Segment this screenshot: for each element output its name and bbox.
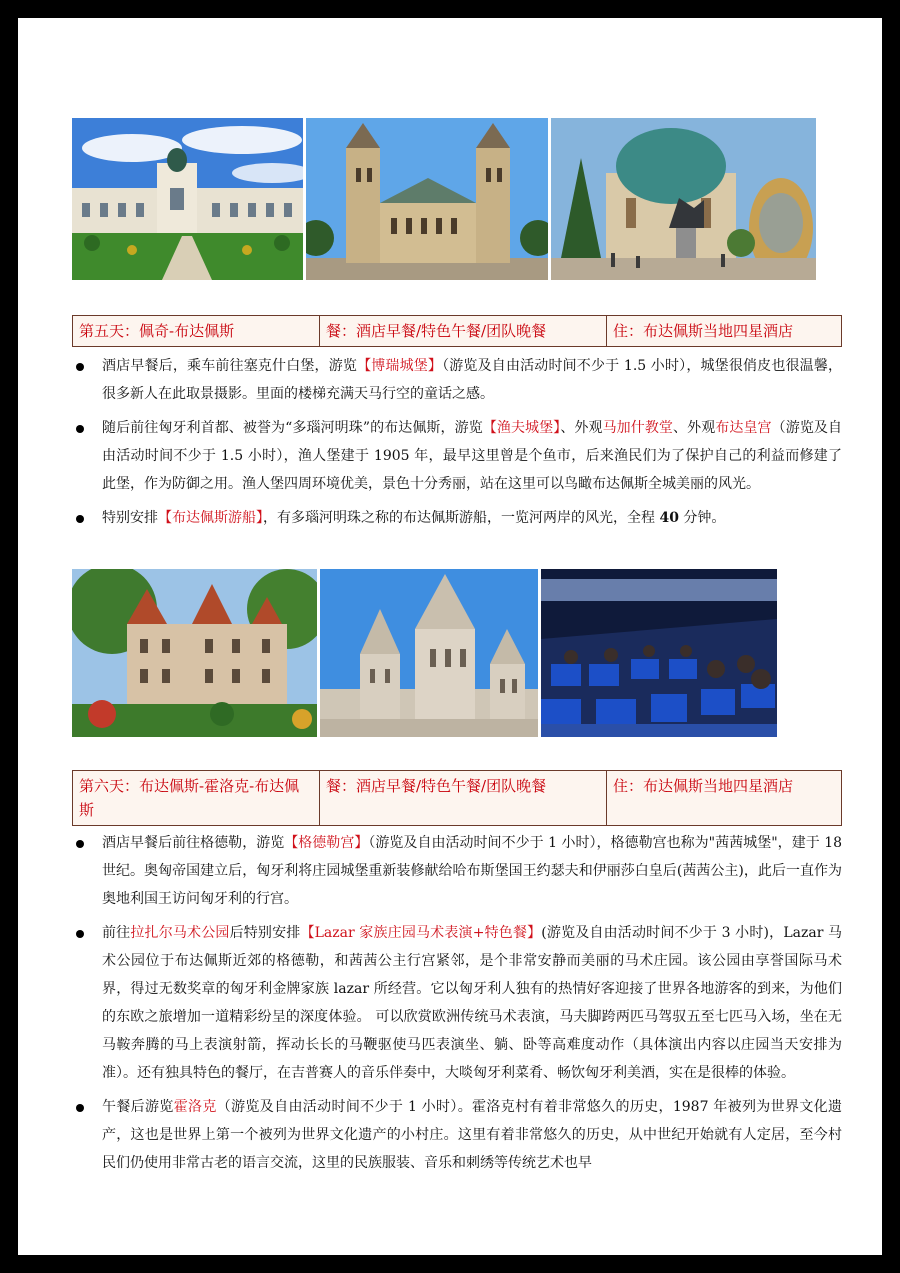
castle-photo bbox=[72, 569, 317, 737]
list-item: 特别安排【布达佩斯游船】，有多瑙河明珠之称的布达佩斯游船，一览河两岸的风光，全程 40 分钟。 bbox=[72, 504, 842, 532]
day5-hotel: 住：布达佩斯当地四星酒店 bbox=[613, 322, 794, 340]
day6-list bbox=[72, 829, 842, 1183]
day5-meals: 餐：酒店早餐/特色午餐/团队晚餐 bbox=[320, 316, 607, 346]
highlight-text: 【Lazar 家族庄园马术表演+特色餐】 bbox=[300, 925, 542, 941]
photo-row-top bbox=[72, 118, 816, 280]
day5-list bbox=[72, 352, 842, 538]
list-item: 随后前往匈牙利首都、被誉为“多瑙河明珠”的布达佩斯，游览【渔夫城堡】、外观马加什教堂、外观布达皇宫（游览及自由活动时间不少于 1.5 小时），渔人堡建于 1905 年，最早这里曾是个鱼市，后来渔民们为了保护自己的利益而修建了此堡，作为防御之用。渔人堡四周环境优美，景色十分秀丽，站在这里可以鸟瞰布达佩斯全城美丽的风光。 bbox=[72, 414, 842, 498]
highlight-text: 拉扎尔马术公园 bbox=[130, 925, 230, 941]
bullet-icon bbox=[76, 425, 84, 433]
highlight-text: 【格德勒宫】 bbox=[284, 835, 369, 851]
bullet-icon bbox=[76, 930, 84, 938]
day6-title: 第六天：布达佩斯-霍洛克-布达佩斯 bbox=[73, 771, 320, 825]
highlight-text: 马加什教堂 bbox=[602, 420, 674, 436]
highlight-text: 【渔夫城堡】 bbox=[482, 420, 561, 436]
bullet-icon bbox=[76, 363, 84, 371]
highlight-text: 【博瑞城堡】 bbox=[357, 358, 443, 374]
highlight-text: 【布达佩斯游船】 bbox=[158, 510, 263, 526]
fishermans-bastion-photo bbox=[320, 569, 538, 737]
day6-hotel: 住：布达佩斯当地四星酒店 bbox=[613, 777, 794, 795]
day5-header bbox=[72, 315, 842, 347]
bullet-icon bbox=[76, 840, 84, 848]
highlight-text: 霍洛克 bbox=[173, 1099, 217, 1115]
list-item: 酒店早餐后前往格德勒，游览【格德勒宫】（游览及自由活动时间不少于 1 小时），格德勒宫也称为"茜茜城堡"，建于 18 世纪。奥匈帝国建立后，匈牙利将庄园城堡重新装修献给哈布斯堡国王约瑟夫和伊丽莎白皇后(茜茜公主)，此后一直作为奥地利国王访问匈牙利的行宫。 bbox=[72, 829, 842, 913]
cruise-boat-photo bbox=[541, 569, 777, 737]
day5-title: 第五天：佩奇-布达佩斯 bbox=[73, 316, 320, 346]
bullet-icon bbox=[76, 515, 84, 523]
list-item: 午餐后游览霍洛克（游览及自由活动时间不少于 1 小时）。霍洛克村有着非常悠久的历史，1987 年被列为世界文化遗产，这也是世界上第一个被列为世界文化遗产的小村庄。这里有着非常悠久的历史，从中世纪开始就有人定居，至今村民们仍使用非常古老的语言交流，这里的民族服装、音乐和刺绣等传统艺术也早 bbox=[72, 1093, 842, 1177]
day6-header bbox=[72, 770, 842, 826]
bullet-icon bbox=[76, 1104, 84, 1112]
cathedral-photo bbox=[306, 118, 548, 280]
mosque-square-photo bbox=[551, 118, 816, 280]
list-item: 酒店早餐后，乘车前往塞克什白堡，游览【博瑞城堡】（游览及自由活动时间不少于 1.5 小时），城堡很俏皮也很温馨，很多新人在此取景摄影。里面的楼梯充满天马行空的童话之感。 bbox=[72, 352, 842, 408]
page bbox=[18, 18, 882, 1255]
day6-meals: 餐：酒店早餐/特色午餐/团队晚餐 bbox=[320, 771, 607, 825]
photo-row-middle bbox=[72, 569, 777, 737]
highlight-text: 布达皇宫 bbox=[715, 420, 772, 436]
palace-photo bbox=[72, 118, 303, 280]
list-item: 前往拉扎尔马术公园后特别安排【Lazar 家族庄园马术表演+特色餐】(游览及自由活动时间不少于 3 小时)，Lazar 马术公园位于布达佩斯近郊的格德勒，和茜茜公主行宫紧邻，是个非常安静而美丽的马术庄园。该公园由享誉国际马术界，得过无数奖章的匈牙利金牌家族 lazar 所经营。它以匈牙利人独有的热情好客迎接了世界各地游客的到来，为他们的东欧之旅增加一道精彩纷呈的深度体验。 可以欣赏欧洲传统马术表演，马夫脚跨两匹马驾驭五至七匹马入场，坐在无马鞍奔腾的马上表演射箭，挥动长长的马鞭驱使马匹表演坐、躺、卧等高难度动作（具体演出内容以庄园当天安排为准）。还有独具特色的餐厅，在吉普赛人的音乐伴奏中，大啖匈牙利菜肴、畅饮匈牙利美酒，实在是很棒的体验。 bbox=[72, 919, 842, 1087]
